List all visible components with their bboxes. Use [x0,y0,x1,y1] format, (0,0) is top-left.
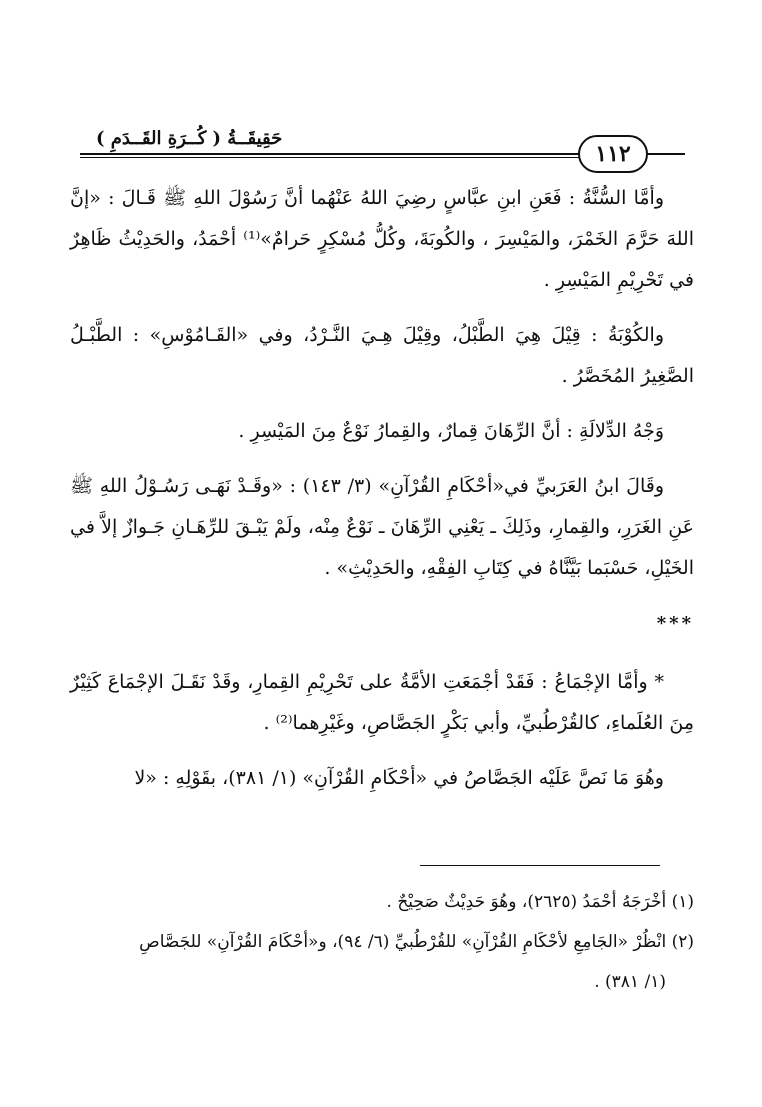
page-number-badge [578,135,648,173]
header-rule-right [645,153,685,155]
paragraph-jassas: وهُوَ مَا نَصَّ عَلَيْه الجَصَّاصُ في «أحْكَامِ القُرْآنِ» (١/ ٣٨١)، بقَوْلِهِ : «لا [134,767,664,789]
running-title: حَقِيقَــةُ ( كُــرَةِ القَــدَمِ ) [96,128,283,149]
footnote-2: (٢) انْظُرْ «الجَامِعِ لأحْكَامِ القُرْآنِ» للقُرْطُبيِّ (٦/ ٩٤)، و«أحْكَامَ القُرْآنِ» للجَصَّاصِ [139,932,694,952]
paragraph-ijma: * وأمَّا الإجْمَاعُ : فَقَدْ أجْمَعَتِ الأمَّةُ على تَحْرِيْمِ القِمارِ، وقَدْ نَقَـلَ الإجْمَاعَ كَثِيْرٌ مِنَ العُلَماءِ، كالقُرْطُبيِّ، وأبي بَكْرٍ الجَصَّاصِ، وغَيْرِهما⁽²⁾ . [70,671,694,734]
paragraph-kubah: والكُوْبَةُ : قِيْلَ هِيَ الطَّبْلُ، وقِيْلَ هِـيَ النَّـرْدُ، وفي «القَـامُوْسِ» : الطَّبْـلُ الصَّغِيرُ المُخَصَّرُ . [70,324,694,387]
paragraph-dalalah: وَجْهُ الدِّلالَةِ : أنَّ الرِّهَانَ قِمارٌ، والقِمارُ نَوْعٌ مِنَ المَيْسِرِ . [238,420,664,442]
footnote-1: (١) أخْرَجَهُ أحْمَدُ (٢٦٢٥)، وهُوَ حَدِيْثٌ صَحِيْحٌ . [386,892,694,912]
paragraph-ibn-arabi: وقَالَ ابنُ العَرَبيِّ في«أحْكَامِ القُرْآنِ» (٣/ ١٤٣) : «وقَـدْ نَهَـى رَسُـوْلُ اللهِ ﷺ عَنِ الغَرَرِ، والقِمارِ، وذَلِكَ ـ يَعْنِي الرِّهَانَ ـ نَوْعٌ مِنْه، ولَمْ يَبْـقَ للرِّهَـانِ جَـوازٌ إلاَّ في الخَيْلِ، حَسْبَما بَيَّنَّاهُ في كِتَابِ الفِقْهِ، والحَدِيْثِ» . [70,475,694,579]
paragraph-sunnah: وأمَّا السُّنَّةُ : فَعَنِ ابنِ عبَّاسٍ رضِيَ اللهُ عَنْهُما أنَّ رَسُوْلَ اللهِ ﷺ قَـالَ : «إنَّ اللهَ حَرَّمَ الخَمْرَ، والمَيْسِرَ ، والكُوبَةَ، وكُلُّ مُسْكِرٍ حَرامٌ»⁽¹⁾ أحْمَدُ، والحَدِيْثُ ظَاهِرٌ في تَحْرِيْمِ المَيْسِرِ . [70,187,694,291]
footnotes [70,882,694,1002]
section-separator: *** [656,613,694,634]
page-number: ١١٢ [595,141,631,167]
header-rule [80,153,580,158]
main-text [70,178,694,813]
footnote-2-continued: (١/ ٣٨١) . [594,972,666,992]
footnote-rule [420,865,660,866]
